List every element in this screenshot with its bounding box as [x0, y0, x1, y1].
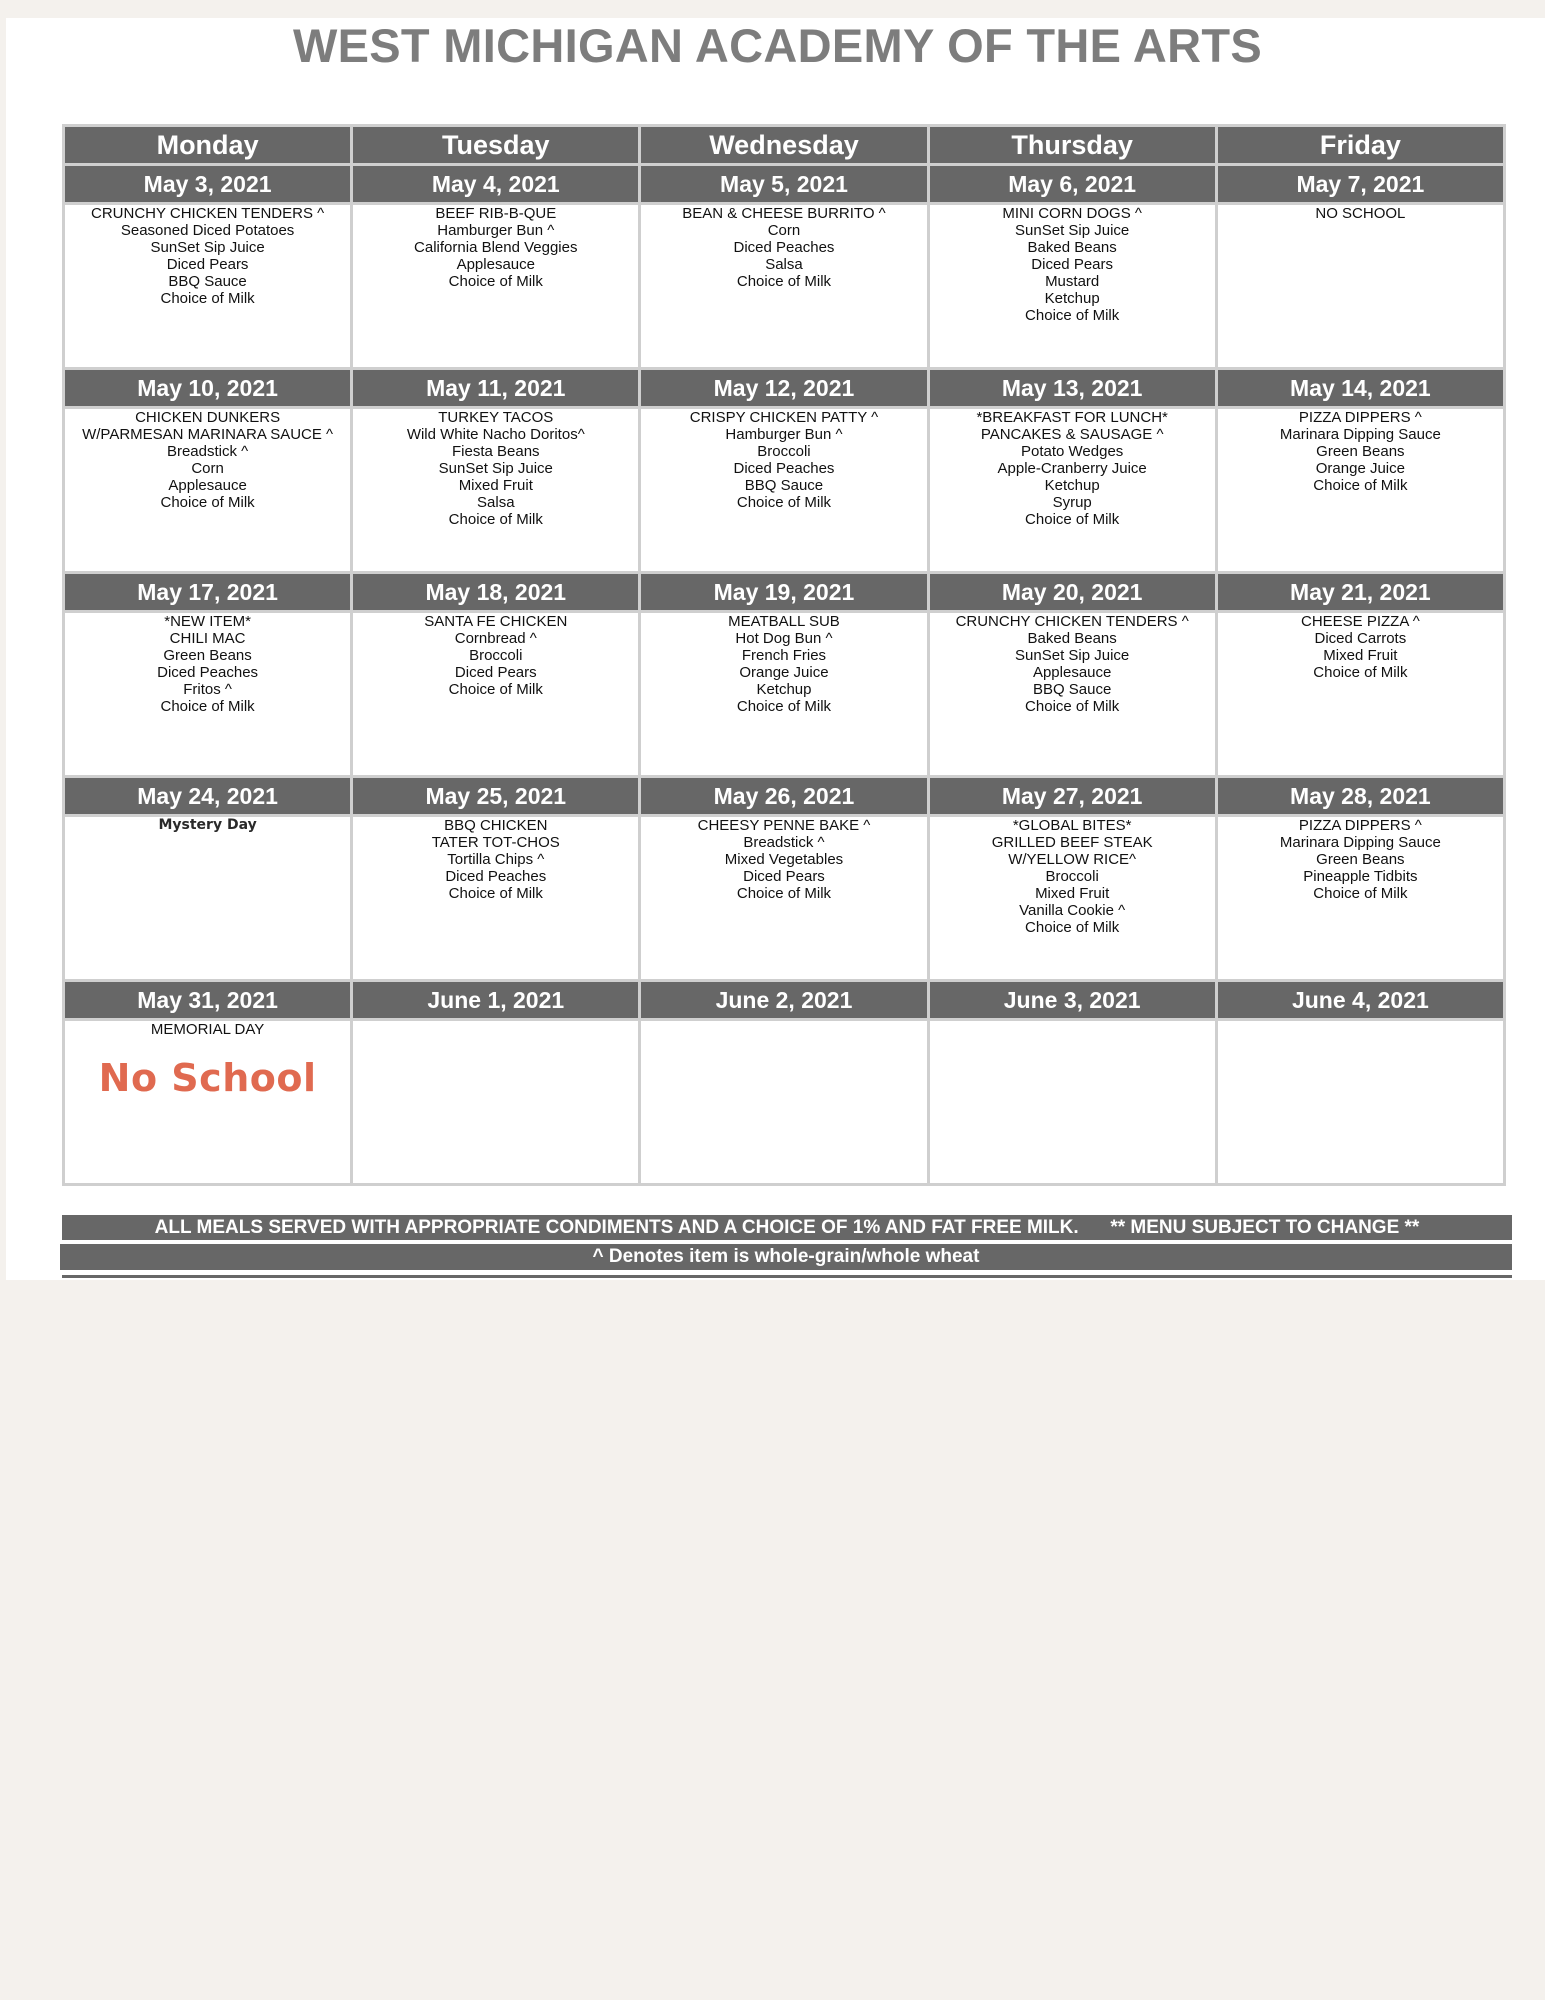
menu-item: Salsa: [765, 256, 803, 273]
meals-note-banner: ALL MEALS SERVED WITH APPROPRIATE CONDIMENTS AND A CHOICE OF 1% AND FAT FREE MILK. ** MENU SUBJECT TO CHANGE **: [62, 1215, 1512, 1240]
menu-item: CRISPY CHICKEN PATTY ^: [689, 409, 879, 426]
menu-cell: [640, 1020, 928, 1185]
weekday-header: Wednesday: [640, 126, 928, 165]
menu-cell: [640, 204, 928, 369]
menu-item: Wild White Nacho Doritos^: [406, 426, 585, 443]
menu-item: Applesauce: [168, 477, 247, 494]
menu-item: Mustard: [1045, 273, 1100, 290]
menu-item-list: [930, 613, 1215, 715]
menu-item: BEEF RIB-B-QUE: [435, 205, 557, 222]
menu-item: *GLOBAL BITES*: [1012, 817, 1132, 834]
menu-item: Diced Pears: [166, 256, 249, 273]
menu-item: BBQ Sauce: [1032, 681, 1112, 698]
menu-item: Potato Wedges: [1021, 443, 1124, 460]
menu-item: CRUNCHY CHICKEN TENDERS ^: [91, 205, 325, 222]
date-cell: May 27, 2021: [928, 777, 1216, 816]
menu-item: NO SCHOOL: [1315, 205, 1406, 222]
menu-item: BBQ CHICKEN: [444, 817, 548, 834]
menu-cell: [928, 612, 1216, 777]
menu-cell: [640, 612, 928, 777]
menu-item-list: [65, 409, 350, 511]
menu-item: Hot Dog Bun ^: [735, 630, 833, 647]
menu-item-list: [641, 613, 926, 715]
menu-item-list: [1218, 613, 1503, 681]
menu-item-list: [641, 817, 926, 902]
menu-item-list: [641, 205, 926, 290]
menu-item-list: [1218, 205, 1503, 222]
menu-item: Orange Juice: [739, 664, 829, 681]
menu-item: SunSet Sip Juice: [1015, 222, 1130, 239]
date-cell: May 11, 2021: [352, 369, 640, 408]
menu-item: MINI CORN DOGS ^: [1002, 205, 1142, 222]
menu-cell: [1216, 204, 1504, 369]
menu-item: Diced Peaches: [445, 868, 547, 885]
menu-item: Ketchup: [1044, 290, 1100, 307]
menu-item: Marinara Dipping Sauce: [1279, 426, 1441, 443]
menu-item: Hamburger Bun ^: [437, 222, 555, 239]
date-cell: June 3, 2021: [928, 981, 1216, 1020]
menu-item: SunSet Sip Juice: [438, 460, 553, 477]
menu-item-list: [1218, 817, 1503, 902]
menu-item: Vanilla Cookie ^: [1019, 902, 1126, 919]
menu-cell: [1216, 612, 1504, 777]
menu-cell: [64, 204, 352, 369]
menu-item: Syrup: [1052, 494, 1092, 511]
menu-item: Broccoli: [1045, 868, 1099, 885]
date-cell: May 28, 2021: [1216, 777, 1504, 816]
menu-item: TURKEY TACOS: [438, 409, 554, 426]
date-cell: May 6, 2021: [928, 165, 1216, 204]
menu-item: PANCAKES & SAUSAGE ^: [980, 426, 1164, 443]
menu-item: Choice of Milk: [448, 511, 543, 528]
weekday-header-row: [64, 126, 1505, 165]
menu-cell: [64, 408, 352, 573]
date-cell: May 24, 2021: [64, 777, 352, 816]
menu-cell: [1216, 1020, 1504, 1185]
menu-item: Seasoned Diced Potatoes: [120, 222, 295, 239]
menu-weeks: [64, 165, 1505, 1185]
menu-item: Choice of Milk: [736, 885, 832, 902]
menu-item: Corn: [767, 222, 801, 239]
menu-item-list: [353, 817, 638, 902]
menu-item: CHEESE PIZZA ^: [1301, 613, 1420, 630]
menu-item-list: [65, 613, 350, 715]
no-school-graphic: No School: [98, 1056, 317, 1100]
menu-item: Choice of Milk: [736, 273, 832, 290]
date-cell: May 10, 2021: [64, 369, 352, 408]
date-cell: May 25, 2021: [352, 777, 640, 816]
menu-item: Green Beans: [1316, 851, 1405, 868]
menu-item: MEATBALL SUB: [728, 613, 840, 630]
menu-item: Mixed Fruit: [458, 477, 533, 494]
menu-item: BBQ Sauce: [744, 477, 824, 494]
menu-item: Ketchup: [756, 681, 812, 698]
menu-cell: [640, 408, 928, 573]
menu-item-list: [353, 409, 638, 528]
menu-item: Diced Peaches: [733, 239, 835, 256]
menu-item: French Fries: [741, 647, 827, 664]
menu-cell: [352, 612, 640, 777]
menu-item: Fritos ^: [183, 681, 232, 698]
menu-item: Ketchup: [1044, 477, 1100, 494]
date-row: [64, 777, 1505, 816]
menu-items-row: [64, 408, 1505, 573]
date-cell: May 19, 2021: [640, 573, 928, 612]
menu-item: Diced Pears: [454, 664, 537, 681]
menu-item: BEAN & CHEESE BURRITO ^: [682, 205, 886, 222]
menu-item: Hamburger Bun ^: [725, 426, 843, 443]
menu-cell: [64, 816, 352, 981]
menu-item: Broccoli: [757, 443, 811, 460]
menu-item: Baked Beans: [1027, 630, 1117, 647]
menu-item: W/PARMESAN MARINARA SAUCE ^: [82, 426, 334, 443]
menu-cell: [928, 204, 1216, 369]
menu-item: Choice of Milk: [1313, 664, 1408, 681]
date-cell: May 17, 2021: [64, 573, 352, 612]
date-cell: June 2, 2021: [640, 981, 928, 1020]
date-cell: May 31, 2021: [64, 981, 352, 1020]
menu-item: CRUNCHY CHICKEN TENDERS ^: [955, 613, 1189, 630]
menu-cell: [1216, 816, 1504, 981]
menu-item: Mixed Fruit: [1323, 647, 1398, 664]
menu-item: Green Beans: [1316, 443, 1405, 460]
menu-item: California Blend Veggies: [414, 239, 578, 256]
lunch-menu-table: [62, 124, 1506, 1186]
menu-cell: [640, 816, 928, 981]
date-row: [64, 573, 1505, 612]
menu-items-row: [64, 1020, 1505, 1185]
menu-item: Diced Peaches: [157, 664, 259, 681]
date-cell: May 20, 2021: [928, 573, 1216, 612]
menu-item: Applesauce: [456, 256, 535, 273]
menu-item: W/YELLOW RICE^: [1008, 851, 1137, 868]
menu-item: Choice of Milk: [448, 273, 543, 290]
mystery-day-label: Mystery Day: [158, 817, 257, 833]
menu-item: Choice of Milk: [736, 494, 832, 511]
menu-item-list: [65, 205, 350, 307]
weekday-header: Friday: [1216, 126, 1504, 165]
menu-item: PIZZA DIPPERS ^: [1298, 409, 1422, 426]
menu-item: Applesauce: [1032, 664, 1112, 681]
menu-item: CHICKEN DUNKERS: [135, 409, 281, 426]
menu-item: Breadstick ^: [166, 443, 249, 460]
menu-item: Cornbread ^: [454, 630, 537, 647]
menu-cell: [1216, 408, 1504, 573]
menu-item: Choice of Milk: [448, 681, 543, 698]
date-cell: May 21, 2021: [1216, 573, 1504, 612]
menu-cell: [928, 1020, 1216, 1185]
menu-item-list: [65, 1021, 350, 1038]
date-cell: May 4, 2021: [352, 165, 640, 204]
menu-item: Apple-Cranberry Juice: [997, 460, 1147, 477]
menu-item: *NEW ITEM*: [164, 613, 251, 630]
menu-item: Choice of Milk: [736, 698, 832, 715]
menu-item: Choice of Milk: [1025, 307, 1120, 324]
date-cell: May 14, 2021: [1216, 369, 1504, 408]
menu-item: Choice of Milk: [1313, 885, 1408, 902]
menu-item: SunSet Sip Juice: [150, 239, 265, 256]
date-row: [64, 981, 1505, 1020]
menu-item: Diced Peaches: [733, 460, 835, 477]
weekday-header: Thursday: [928, 126, 1216, 165]
menu-cell: [352, 1020, 640, 1185]
menu-item: Green Beans: [163, 647, 252, 664]
menu-items-row: [64, 612, 1505, 777]
menu-item-list: [930, 205, 1215, 324]
menu-item: *BREAKFAST FOR LUNCH*: [976, 409, 1168, 426]
menu-item: PIZZA DIPPERS ^: [1298, 817, 1422, 834]
menu-item: Choice of Milk: [1313, 477, 1408, 494]
date-cell: May 26, 2021: [640, 777, 928, 816]
menu-item: Diced Pears: [743, 868, 825, 885]
date-cell: June 4, 2021: [1216, 981, 1504, 1020]
menu-item-list: [353, 205, 638, 290]
menu-item: Broccoli: [469, 647, 523, 664]
menu-item: GRILLED BEEF STEAK: [991, 834, 1153, 851]
menu-item: Salsa: [477, 494, 515, 511]
menu-item: Choice of Milk: [160, 290, 255, 307]
date-cell: May 12, 2021: [640, 369, 928, 408]
menu-items-row: [64, 204, 1505, 369]
menu-item: Diced Carrots: [1314, 630, 1407, 647]
menu-item: Choice of Milk: [1025, 511, 1120, 528]
menu-item: Pineapple Tidbits: [1303, 868, 1418, 885]
menu-item-list: [1218, 409, 1503, 494]
menu-cell: [352, 816, 640, 981]
menu-cell: [352, 408, 640, 573]
date-cell: May 13, 2021: [928, 369, 1216, 408]
date-row: [64, 369, 1505, 408]
date-row: [64, 165, 1505, 204]
menu-item: Mixed Fruit: [1035, 885, 1110, 902]
menu-item: SANTA FE CHICKEN: [424, 613, 568, 630]
menu-cell: [64, 612, 352, 777]
date-cell: May 18, 2021: [352, 573, 640, 612]
menu-item: SunSet Sip Juice: [1015, 647, 1130, 664]
menu-item: TATER TOT-CHOS: [431, 834, 560, 851]
date-cell: May 7, 2021: [1216, 165, 1504, 204]
menu-item-list: [930, 817, 1215, 936]
menu-item: Choice of Milk: [160, 494, 255, 511]
menu-cell: [928, 408, 1216, 573]
menu-item: MEMORIAL DAY: [150, 1021, 265, 1038]
menu-item: Choice of Milk: [160, 698, 255, 715]
date-cell: May 3, 2021: [64, 165, 352, 204]
date-cell: June 1, 2021: [352, 981, 640, 1020]
menu-item: Mixed Vegetables: [724, 851, 844, 868]
bottom-divider: [62, 1275, 1512, 1278]
menu-item: Diced Pears: [1031, 256, 1113, 273]
menu-item: Choice of Milk: [1025, 698, 1120, 715]
menu-item: CHEESY PENNE BAKE ^: [697, 817, 871, 834]
menu-item: Breadstick ^: [743, 834, 825, 851]
whole-grain-note-banner: ^ Denotes item is whole-grain/whole wheat: [60, 1244, 1512, 1270]
menu-item: CHILI MAC: [169, 630, 246, 647]
menu-item: Corn: [191, 460, 224, 477]
menu-item: Choice of Milk: [448, 885, 543, 902]
menu-item: BBQ Sauce: [168, 273, 247, 290]
menu-item-list: [353, 613, 638, 698]
weekday-header: Monday: [64, 126, 352, 165]
menu-item-list: [641, 409, 926, 511]
page-title: WEST MICHIGAN ACADEMY OF THE ARTS: [292, 19, 1263, 72]
menu-item: Choice of Milk: [1025, 919, 1120, 936]
menu-item: Baked Beans: [1027, 239, 1117, 256]
weekday-header: Tuesday: [352, 126, 640, 165]
menu-item: Orange Juice: [1315, 460, 1405, 477]
menu-item: Fiesta Beans: [452, 443, 540, 460]
menu-item-list: [930, 409, 1215, 528]
menu-cell: [352, 204, 640, 369]
menu-items-row: [64, 816, 1505, 981]
menu-item: Marinara Dipping Sauce: [1279, 834, 1441, 851]
menu-cell: [928, 816, 1216, 981]
menu-item: Tortilla Chips ^: [447, 851, 545, 868]
date-cell: May 5, 2021: [640, 165, 928, 204]
menu-cell: [64, 1020, 352, 1185]
